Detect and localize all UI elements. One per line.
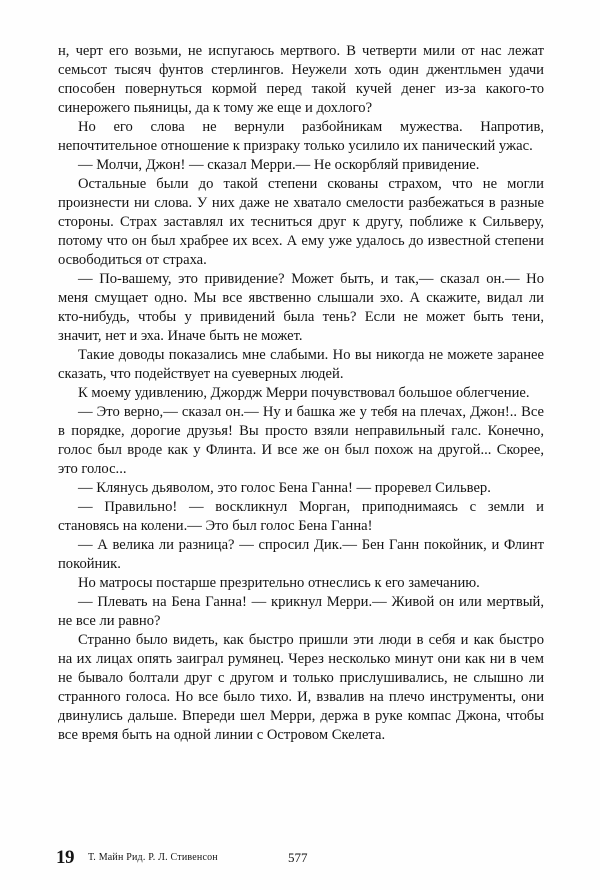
paragraph-1: н, черт его возьми, не испугаюсь мертвого. В четверти мили от нас лежат семьсот тысяч фунтов стерлингов. Неужели хоть один джентльмен удачи способен повернуться кормой перед такой кучей денег из-за какого-то синерожего пьяницы, да к тому же еще и дохлого?: [58, 43, 544, 116]
paragraph-14: Странно было видеть, как быстро пришли эти люди в себя и как быстро на их лицах опять заиграл румянец. Через несколько минут они как ни в чем не бывало болтали друг с другом и только прислушивались, не слышно ли странного голоса. Но все было тихо. И, взвалив на плечо инструменты, они двинулись дальше. Впереди шел Мерри, держа в руке компас Джона, чтобы все время быть на одной линии с Островом Скелета.: [58, 632, 544, 743]
paragraph-4: Остальные были до такой степени скованы страхом, что не могли произнести ни слова. У них даже не хватало смелости разбежаться в разные стороны. Страх заставлял их тесниться друг к другу, поближе к Сильверу, потому что он был храбрее их всех. А ему уже удалось до известной степени освободиться от страха.: [58, 176, 544, 268]
paragraph-8: — Это верно,— сказал он.— Ну и башка же у тебя на плечах, Джон!.. Все в порядке, дорогие друзья! Вы просто взяли неправильный галс. Конечно, голос был вроде как у Флинта. И все же он был похож на другой... Скорее, это голос...: [58, 404, 544, 477]
paragraph-12: Но матросы постарше презрительно отнеслись к его замечанию.: [78, 575, 480, 591]
page-footer: [0, 848, 600, 870]
paragraph-5: — По-вашему, это привидение? Может быть, и так,— сказал он.— Но меня смущает одно. Мы все явственно слышали эхо. А скажите, видал ли кто-нибудь, чтобы у привидений была тень? Если не может быть тени, значит, нет и эха. Иначе быть не может.: [58, 271, 544, 344]
body-text: [58, 42, 544, 745]
signature-mark: 19: [56, 847, 74, 868]
paragraph-7: К моему удивлению, Джордж Мерри почувствовал большое облегчение.: [78, 385, 530, 401]
paragraph-9: — Клянусь дьяволом, это голос Бена Ганна! — проревел Сильвер.: [78, 480, 491, 496]
running-credit: Т. Майн Рид. Р. Л. Стивенсон: [88, 852, 218, 863]
paragraph-3: — Молчи, Джон! — сказал Мерри.— Не оскорбляй привидение.: [78, 157, 480, 173]
paragraph-2: Но его слова не вернули разбойникам мужества. Напротив, непочтительное отношение к призраку только усилило их панический ужас.: [58, 119, 544, 154]
paragraph-13: — Плевать на Бена Ганна! — крикнул Мерри.— Живой он или мертвый, не все ли равно?: [58, 594, 544, 629]
paragraph-10: — Правильно! — воскликнул Морган, приподнимаясь с земли и становясь на колени.— Это был голос Бена Ганна!: [58, 499, 544, 534]
paragraph-11: — А велика ли разница? — спросил Дик.— Бен Ганн покойник, и Флинт покойник.: [58, 537, 544, 572]
paragraph-6: Такие доводы показались мне слабыми. Но вы никогда не можете заранее сказать, что подействует на суеверных людей.: [58, 347, 544, 382]
page-number: 577: [288, 850, 308, 865]
